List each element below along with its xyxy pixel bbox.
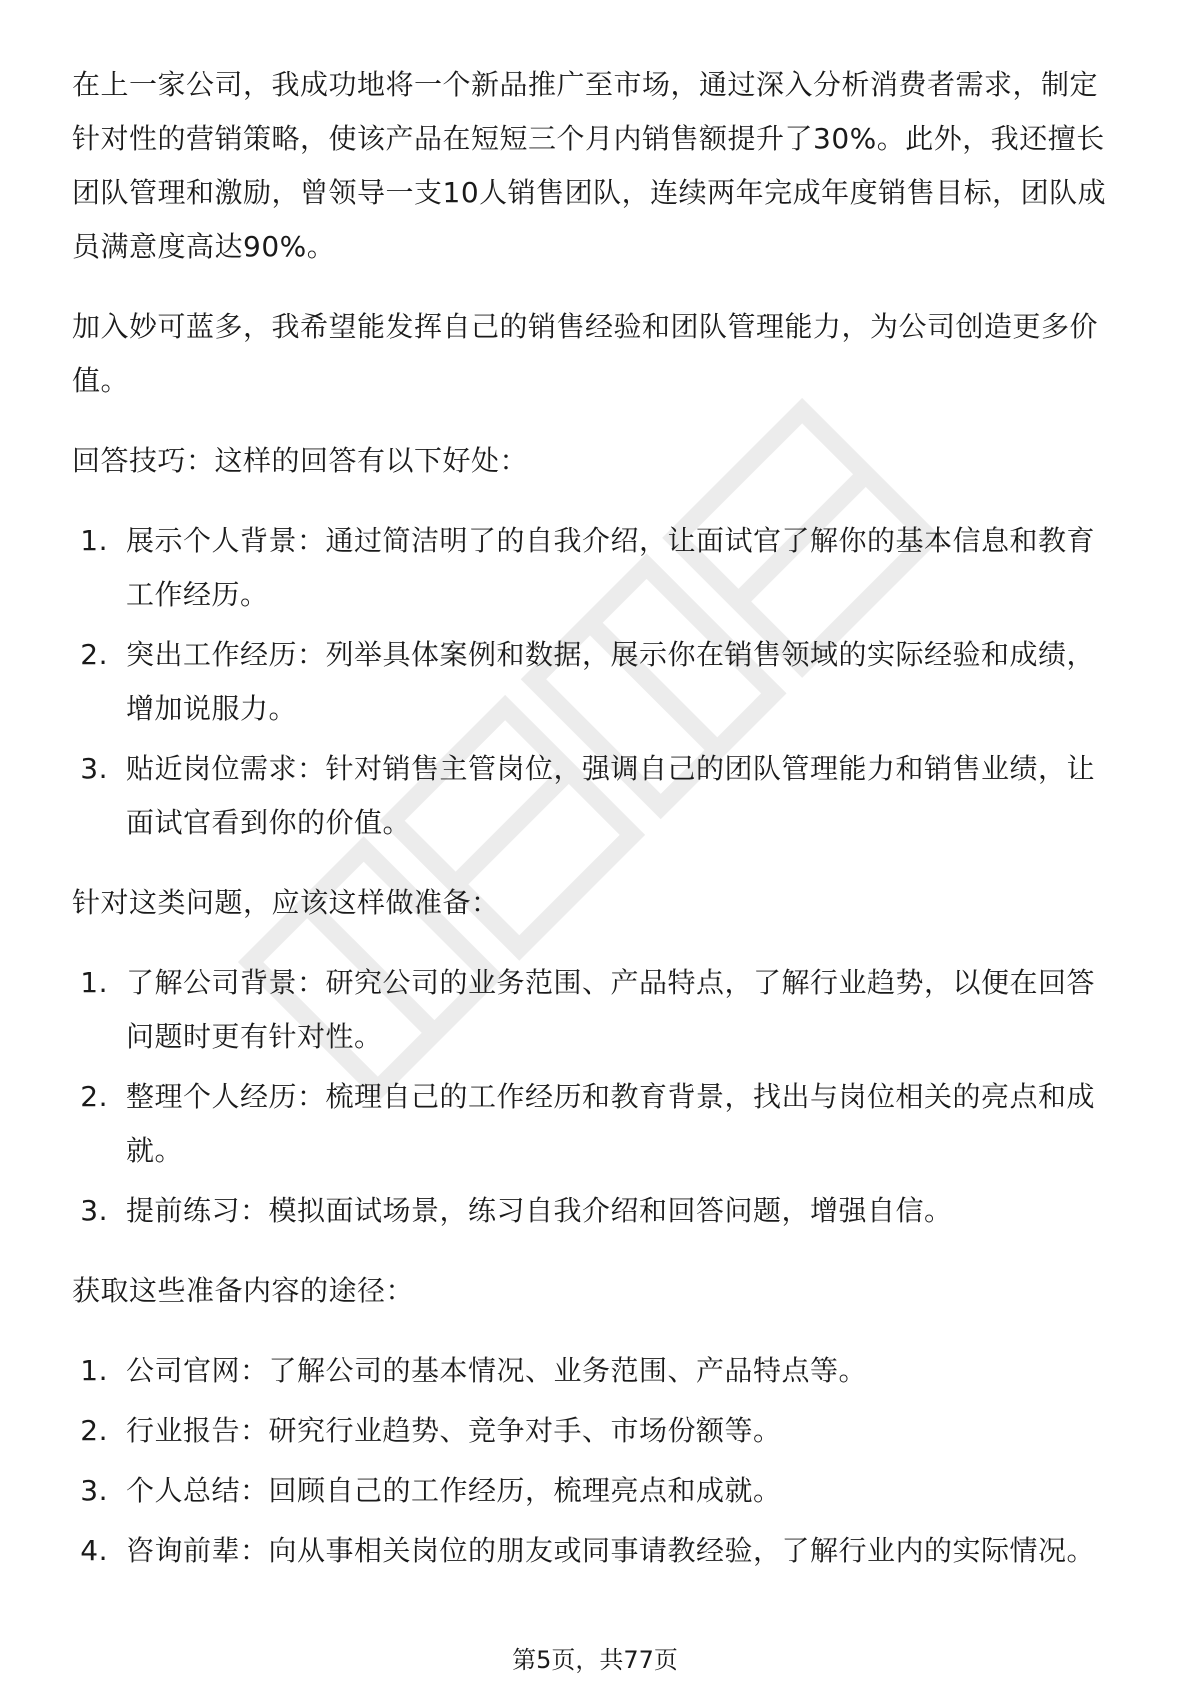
page-number: 第5页，共77页 [512,1646,678,1674]
list-number: 2. [80,1414,108,1447]
list-item [72,628,1118,736]
list-item [72,1524,1118,1578]
list-item-text: 整理个人经历：梳理自己的工作经历和教育背景，找出与岗位相关的亮点和成就。 [126,1080,1096,1167]
paragraph-prep-heading: 针对这类问题，应该这样做准备： [72,886,500,919]
list-item [72,1464,1118,1518]
sources-list [72,1344,1118,1578]
list-item-text: 展示个人背景：通过简洁明了的自我介绍，让面试官了解你的基本信息和教育工作经历。 [126,524,1096,611]
paragraph-sources-heading: 获取这些准备内容的途径： [72,1274,415,1307]
list-item-text: 了解公司背景：研究公司的业务范围、产品特点，了解行业趋势，以便在回答问题时更有针对性。 [126,966,1096,1053]
document-body [72,58,1118,1604]
paragraph-motivation: 加入妙可蓝多，我希望能发挥自己的销售经验和团队管理能力，为公司创造更多价值。 [72,310,1099,397]
list-number: 2. [80,1080,108,1113]
list-number: 2. [80,638,108,671]
list-item-text: 行业报告：研究行业趋势、竞争对手、市场份额等。 [126,1414,782,1447]
list-number: 3. [80,752,108,785]
list-item-text: 贴近岗位需求：针对销售主管岗位，强调自己的团队管理能力和销售业绩，让面试官看到你的价值。 [126,752,1096,839]
list-number: 1. [80,524,108,557]
list-item-text: 突出工作经历：列举具体案例和数据，展示你在销售领域的实际经验和成绩，增加说服力。 [126,638,1096,725]
list-item [72,514,1118,622]
paragraph-experience: 在上一家公司，我成功地将一个新品推广至市场，通过深入分析消费者需求，制定针对性的营销策略，使该产品在短短三个月内销售额提升了30%。此外，我还擅长团队管理和激励，曾领导一支10人销售团队，连续两年完成年度销售目标，团队成员满意度高达90%。 [72,68,1107,263]
list-item [72,1184,1118,1238]
list-item-text: 咨询前辈：向从事相关岗位的朋友或同事请教经验，了解行业内的实际情况。 [126,1534,1096,1567]
list-number: 1. [80,1354,108,1387]
list-item-text: 个人总结：回顾自己的工作经历，梳理亮点和成就。 [126,1474,782,1507]
paragraph-tips-heading: 回答技巧：这样的回答有以下好处： [72,444,529,477]
list-item [72,956,1118,1064]
list-item [72,1404,1118,1458]
tips-list [72,514,1118,850]
list-item [72,1344,1118,1398]
list-number: 4. [80,1534,108,1567]
list-item-text: 公司官网：了解公司的基本情况、业务范围、产品特点等。 [126,1354,868,1387]
list-number: 3. [80,1474,108,1507]
list-number: 1. [80,966,108,999]
list-number: 3. [80,1194,108,1227]
list-item [72,742,1118,850]
list-item [72,1070,1118,1178]
list-item-text: 提前练习：模拟面试场景，练习自我介绍和回答问题，增强自信。 [126,1194,953,1227]
prep-list [72,956,1118,1238]
